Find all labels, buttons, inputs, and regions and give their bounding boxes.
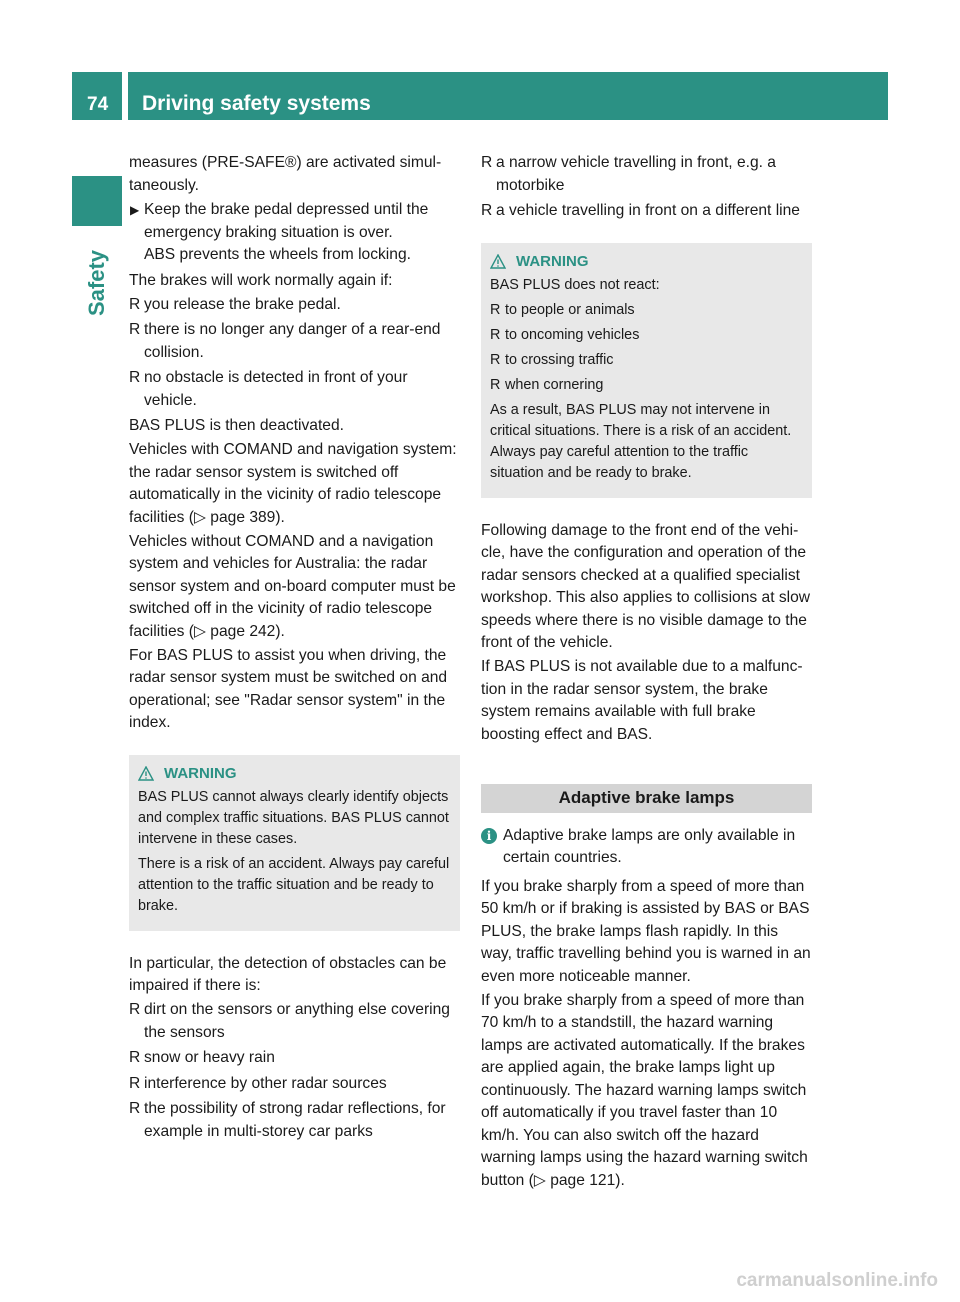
side-tab-block [72,176,122,226]
page-title: Driving safety systems [128,72,888,120]
bullet-icon: R [490,351,501,368]
bullet-icon: R [490,326,501,343]
bullet-icon: R [129,295,141,313]
bullet-icon: R [129,1001,141,1018]
list-item: R to oncoming vehicles [490,325,802,346]
list-item: R there is no longer any danger of a rear-end collision. [129,321,441,361]
warning-triangle-icon [138,766,154,781]
bullet-icon: R [129,1100,141,1117]
list-item: R a vehicle travelling in front on a different line [481,200,812,223]
warning-text: BAS PLUS does not react: [490,276,660,293]
bullet-icon: R [490,376,501,393]
section-heading: Adaptive brake lamps [481,784,812,813]
list-item: R you release the brake pedal. [129,294,460,317]
paragraph: In particular, the detection of obstacles can be impaired if there is: [129,954,447,994]
step-arrow-icon: ▶ [130,203,140,217]
watermark: carmanualsonline.info [736,1270,938,1291]
bullet-icon: R [129,1074,141,1092]
paragraph: For BAS PLUS to assist you when driving, the radar sensor system must be switched on and operational; see "Radar sensor system" in the index. [129,646,448,731]
list-item: R to people or animals [490,300,802,321]
list-item: R to crossing traffic [490,350,802,371]
step-text: Keep the brake pedal depressed until the emergency braking situation is over. [144,201,429,241]
paragraph: If you brake sharply from a speed of more than 70 km/h to a standstill, the hazard warning lamps are activated automatically. If the brakes are applied again, the brake lamps light up continuously. The hazard warning lamps switch off automatically if you travel faster than 10 km/h. You can also switch off the hazard warning lamps using the hazard warning switch button (▷ page 121). [481,991,808,1189]
warning-box [129,755,460,931]
warning-text: As a result, BAS PLUS may not intervene in critical situations. There is a risk of an accident. Always pay careful attention to the traffic situation and be ready to brake. [490,401,792,481]
list-item: R dirt on the sensors or anything else covering the sensors [129,1001,450,1041]
instruction-step [129,199,460,267]
bullet-icon: R [481,154,493,171]
list-item: R interference by other radar sources [129,1073,460,1096]
paragraph: If BAS PLUS is not available due to a malfunction in the radar sensor system, the brake system remains available with full brake boosting effect and BAS. [481,658,803,743]
step-result: ABS prevents the wheels from locking. [144,246,411,263]
side-tab-label: Safety [84,249,109,316]
list-item: R a narrow vehicle travelling in front, e.g. a motorbike [481,154,776,194]
paragraph: Vehicles with COMAND and navigation system: the radar sensor system is switched off automatically in the vicinity of radio telescope facilities (▷ page 389). [129,441,457,526]
warning-title: WARNING [164,764,237,782]
info-text: Adaptive brake lamps are only available in certain countries. [503,826,796,866]
bullet-icon: R [481,202,493,219]
warning-triangle-icon [490,254,506,269]
bullet-icon: R [490,301,501,318]
paragraph: BAS PLUS is then deactivated. [129,417,344,434]
bullet-icon: R [129,321,141,338]
paragraph: Vehicles without COMAND and a navigation system and vehicles for Australia: the radar sensor system and on-board computer must be switched off in the vicinity of radio telescope facilities (▷ page 242). [129,532,456,640]
paragraph: Following damage to the front end of the vehicle, have the configuration and operation of the radar sensors checked at a qualified specialist workshop. This also applies to collisions at slow speeds where there is no visible damage to the front of the vehicle. [481,521,811,651]
list-item: R the possibility of strong radar reflections, for example in multi-storey car parks [129,1100,446,1140]
warning-title: WARNING [516,252,589,270]
paragraph: measures (PRE-SAFE®) are activated simultaneously. [129,154,442,194]
list-item: R no obstacle is detected in front of your vehicle. [129,369,408,409]
page-number: 74 [72,72,122,120]
bullet-icon: R [129,369,141,386]
bullet-icon: R [129,1049,141,1066]
warning-text: BAS PLUS cannot always clearly identify objects and complex traffic situations. BAS PLUS cannot intervene in these cases. [138,788,449,847]
left-column [129,152,460,1146]
info-note [481,825,812,870]
list-item: R when cornering [490,375,802,396]
list-item: R snow or heavy rain [129,1047,460,1070]
warning-text: There is a risk of an accident. Always pay careful attention to the traffic situation and be ready to brake. [138,855,450,914]
right-column [481,152,812,1194]
warning-box [481,243,812,498]
paragraph: The brakes will work normally again if: [129,271,393,289]
paragraph: If you brake sharply from a speed of more than 50 km/h or if braking is assisted by BAS or BAS PLUS, the brake lamps flash rapidly. In this way, traffic travelling behind you is warned in an even more noticeable manner. [481,877,811,985]
info-icon: i [481,828,497,844]
